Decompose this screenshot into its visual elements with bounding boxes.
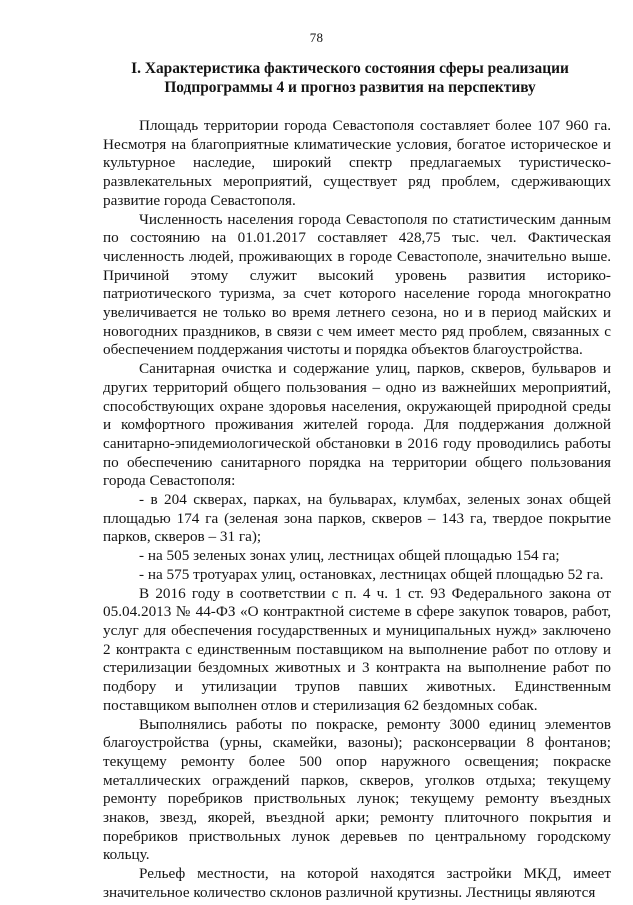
paragraph-contracts: В 2016 году в соответствии с п. 4 ч. 1 ст. 93 Федерального закона от 05.04.2013 № 44-ФЗ «О контрактной системе в сфере закупок товаров, работ, услуг для обеспечения государственных и муниципальных нужд» заключено 2 контракта с единственным поставщиком на выполнение работ по отлову и стерилизации бездомных животных и 3 контракта на выполнение работ по подбору и утилизации трупов павших животных. Единственным поставщиком выполнен отлов и стерилизация 62 бездомных собак. — [103, 584, 611, 714]
section-heading-line-1: I. Характеристика фактического состояния сферы реализации — [131, 60, 569, 77]
paragraph-sanitary-cleaning: Санитарная очистка и содержание улиц, парков, скверов, бульваров и других территорий общего пользования – одно из важнейших мероприятий, способствующих охране здоровья населения, окружающей природной среды и комфортного проживания жителей города. Для поддержания должной санитарно-эпидемиологической обстановки в 2016 году проводились работы по обеспечению санитарного порядка на территории общего пользования города Севастополя: — [103, 360, 611, 490]
paragraph-population: Численность населения города Севастополя по статистическим данным по состоянию на 01.01.2017 составляет 428,75 тыс. чел. Фактическая численность людей, проживающих в городе Севастополе, значительно выше. Причиной этому служит высокий уровень развития историко-патриотического туризма, за счет которого население города многократно увеличивается не только во время летнего сезона, но и в период майских и новогодних праздников, в связи с чем имеет место ряд проблем, связанных с обеспечением поддержания чистоты и порядка объектов благоустройства. — [103, 210, 611, 359]
section-heading — [100, 59, 600, 97]
section-heading-line-2: Подпрограммы 4 и прогноз развития на перспективу — [164, 79, 536, 96]
paragraph-repair-works: Выполнялись работы по покраске, ремонту 3000 единиц элементов благоустройства (урны, скамейки, вазоны); расконсервации 8 фонтанов; текущему ремонту более 500 опор наружного освещения; покраске металлических ограждений парков, скверов, уголков отдыха; текущему ремонту поребриков приствольных лунок; текущему ремонту въездных знаков, звезд, якорей, въездной арки; ремонту плиточного покрытия и поребриков приствольных лунок деревьев по центральному городскому кольцу. — [103, 715, 611, 864]
paragraph-terrain: Рельеф местности, на которой находятся застройки МКД, имеет значительное количество склонов различной крутизны. Лестницы являются — [103, 865, 611, 901]
body-text — [103, 117, 611, 903]
page-number: 78 — [309, 30, 324, 45]
list-item-squares-parks: - в 204 скверах, парках, на бульварах, клумбах, зеленых зонах общей площадью 174 га (зеленая зона парков, скверов – 143 га, твердое покрытие парков, скверов – 31 га); — [103, 491, 611, 546]
paragraph-territory-area: Площадь территории города Севастополя составляет более 107 960 га. Несмотря на благоприятные климатические условия, богатое историческое и культурное наследие, широкий спектр предлагаемых туристическо-развлекательных мероприятий, существует ряд проблем, сдерживающих развитие города Севастополя. — [103, 117, 611, 209]
list-item-green-zones: - на 505 зеленых зонах улиц, лестницах общей площадью 154 га; — [139, 547, 560, 565]
list-item-sidewalks: - на 575 тротуарах улиц, остановках, лестницах общей площадью 52 га. — [139, 565, 604, 583]
